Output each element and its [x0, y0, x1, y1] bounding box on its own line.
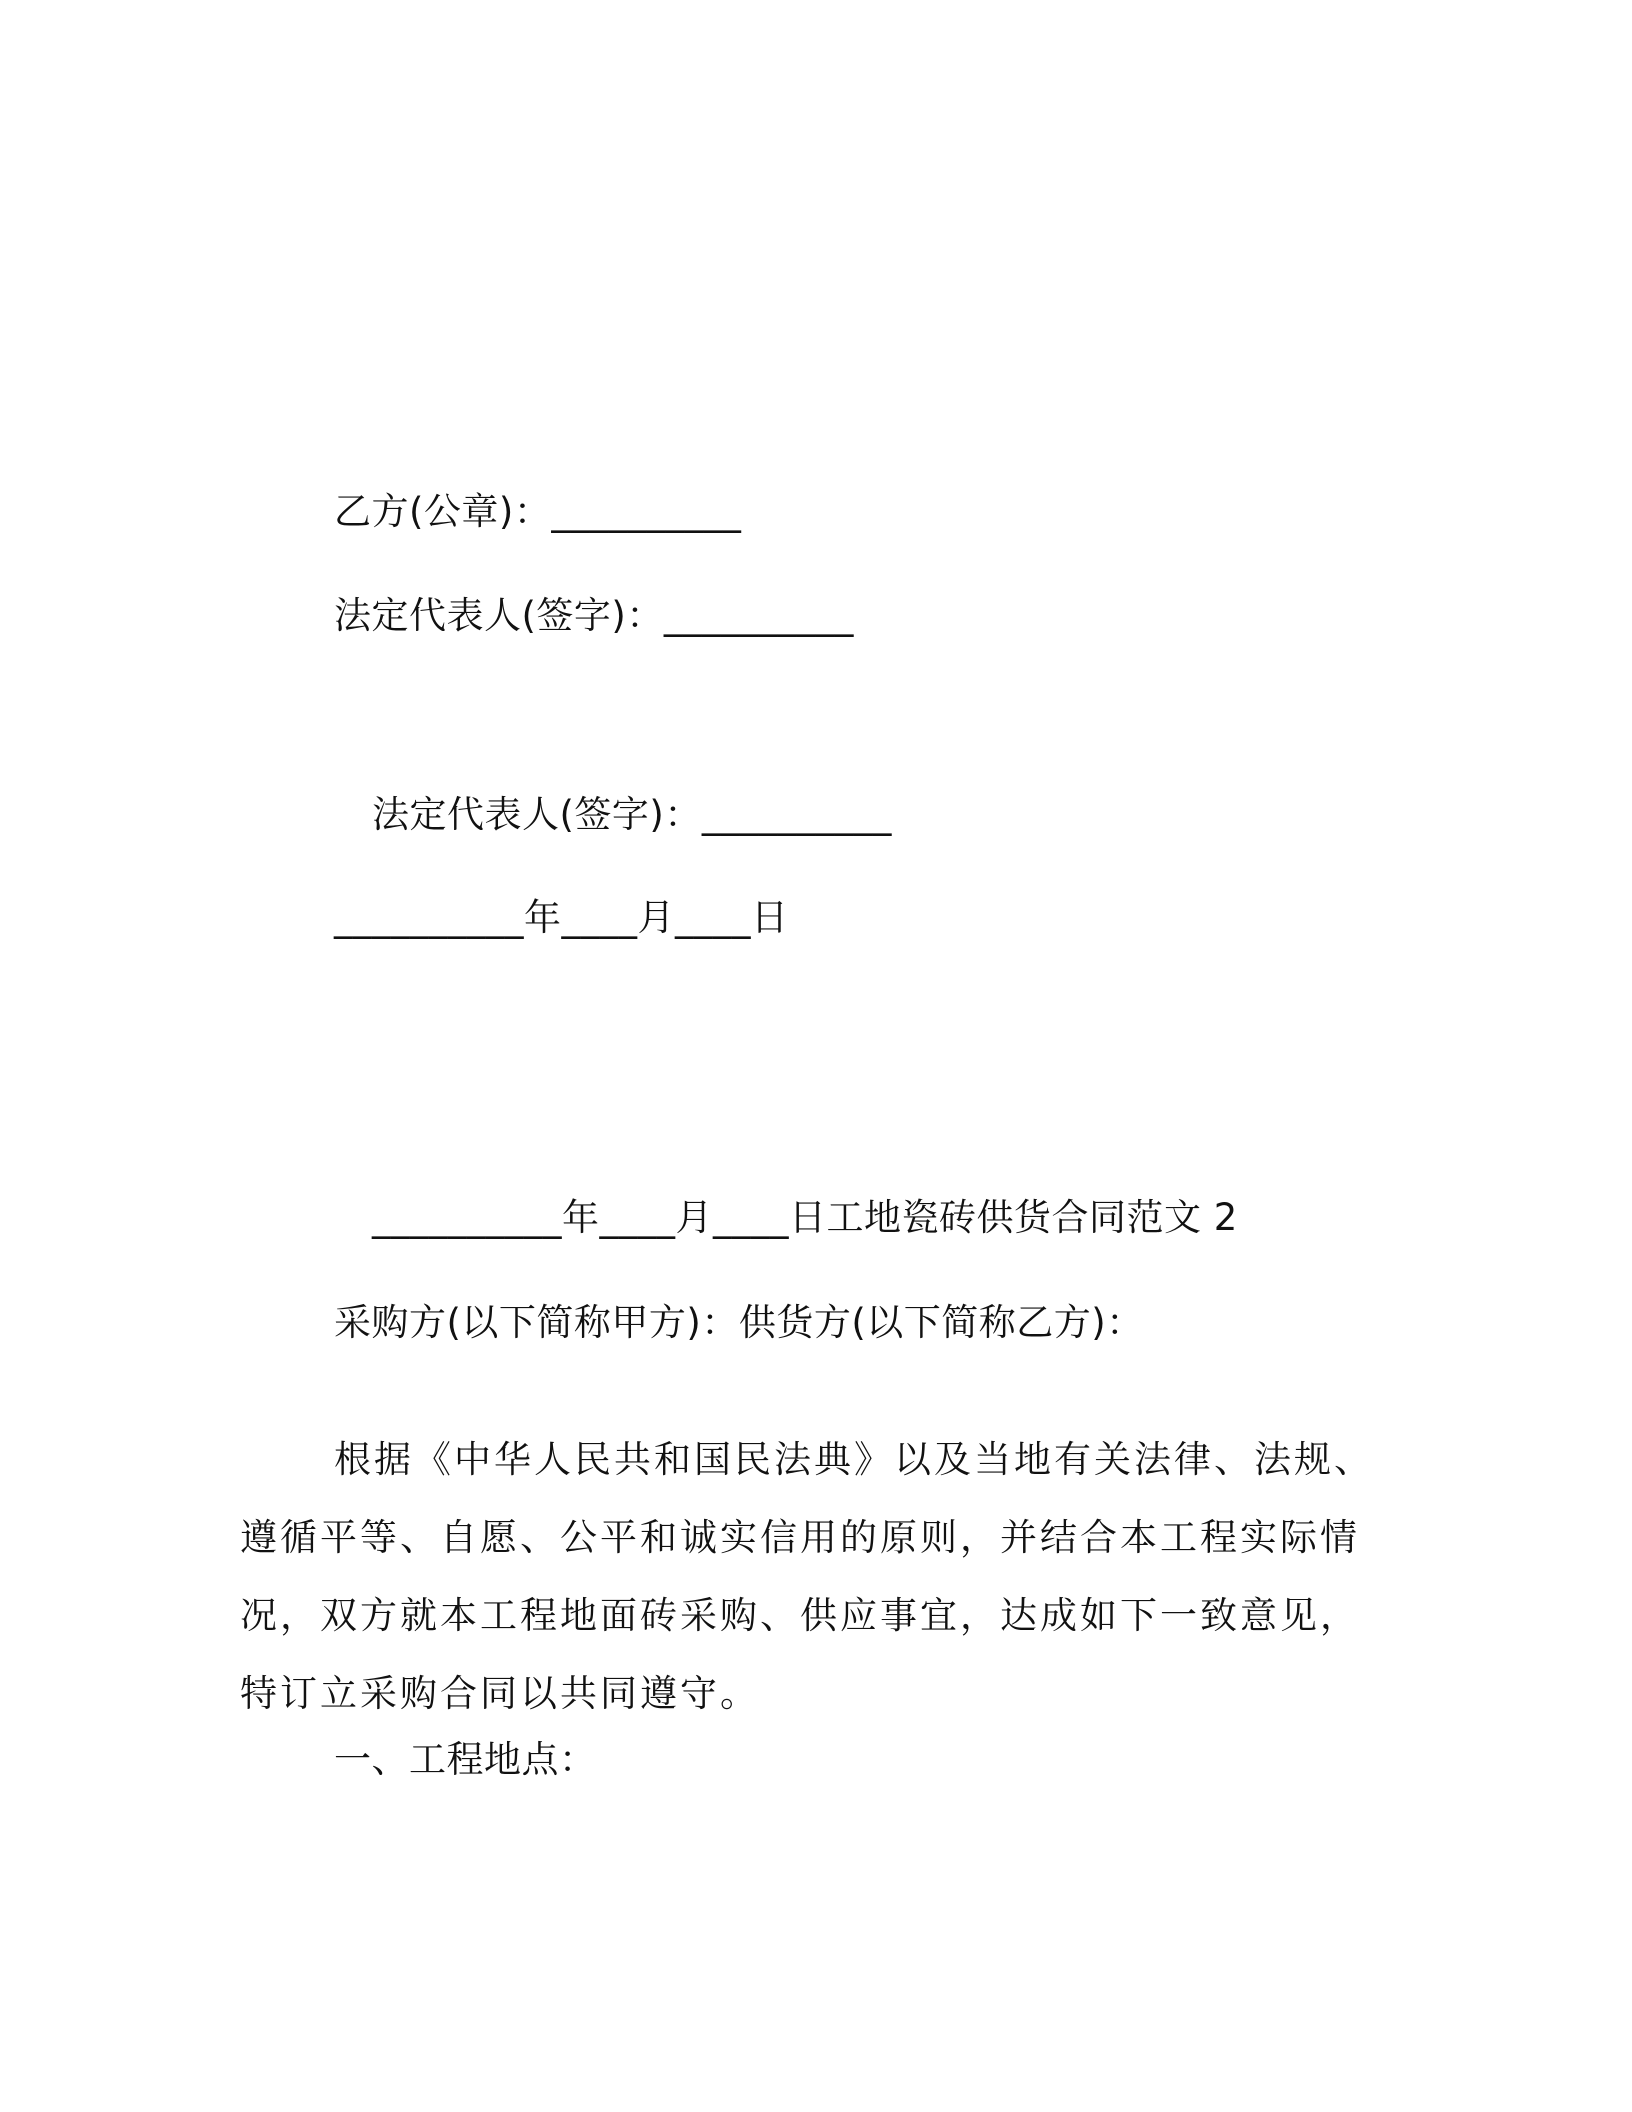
signing-date-line: __________年____月____日 — [334, 896, 789, 939]
party-b-seal-line: 乙方(公章)：__________ — [334, 490, 742, 533]
legal-representative-signature-line: 法定代表人(签字)：__________ — [334, 594, 854, 637]
parties-line: 采购方(以下简称甲方)：供货方(以下简称乙方)： — [334, 1301, 1144, 1344]
contract-heading: __________年____月____日工地瓷砖供货合同范文 2 — [372, 1196, 1238, 1239]
legal-representative-signature-line-2: 法定代表人(签字)：__________ — [372, 793, 892, 836]
section-1-title: 一、工程地点： — [334, 1738, 597, 1781]
intro-paragraph: 根据《中华人民共和国民法典》以及当地有关法律、法规、遵循平等、自愿、公平和诚实信用的原则，并结合本工程实际情况，双方就本工程地面砖采购、供应事宜，达成如下一致意见，特订立采购合同以共同遵守。 — [240, 1438, 1374, 1715]
